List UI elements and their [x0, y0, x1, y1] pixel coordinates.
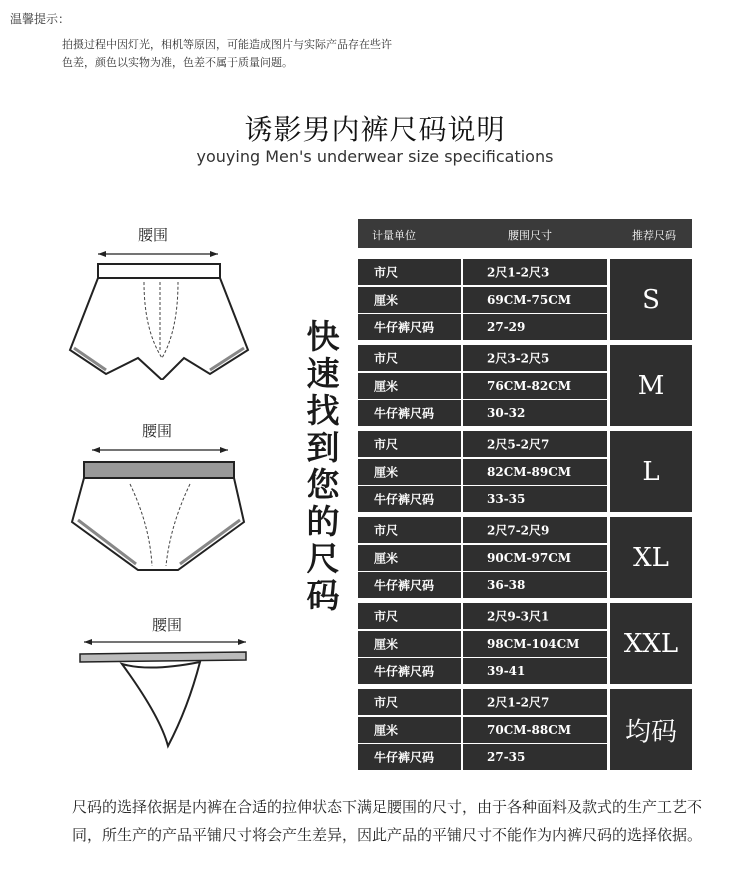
waist-cell: 2尺9-3尺1: [463, 603, 607, 629]
unit-cell: 市尺: [358, 259, 461, 285]
waist-cell: 90CM-97CM: [463, 545, 607, 571]
waist-cell: 2尺5-2尺7: [463, 431, 607, 457]
waist-cell: 98CM-104CM: [463, 631, 607, 657]
unit-cell: 牛仔裤尺码: [358, 314, 461, 340]
unit-cell: 厘米: [358, 287, 461, 313]
unit-cell: 厘米: [358, 459, 461, 485]
waist-label-thong: 腰围: [151, 616, 182, 634]
waist-cell: 70CM-88CM: [463, 717, 607, 743]
waist-cell: 36-38: [463, 572, 607, 598]
unit-cell: 厘米: [358, 631, 461, 657]
unit-cell: 市尺: [358, 517, 461, 543]
unit-cell: 市尺: [358, 431, 461, 457]
table-header: [358, 219, 692, 248]
size-cell: XL: [610, 517, 692, 598]
size-cell: XXL: [610, 603, 692, 684]
unit-cell: 牛仔裤尺码: [358, 572, 461, 598]
boxer-illustration: [60, 240, 260, 380]
waist-label-brief: 腰围: [141, 422, 172, 440]
waist-label-boxer: 腰围: [137, 226, 168, 244]
tip-title: 温馨提示：: [10, 12, 71, 26]
header-size: 推荐尺码: [632, 229, 676, 242]
waist-cell: 69CM-75CM: [463, 287, 607, 313]
unit-cell: 市尺: [358, 689, 461, 715]
size-cell: M: [610, 345, 692, 426]
unit-cell: 厘米: [358, 545, 461, 571]
waist-cell: 82CM-89CM: [463, 459, 607, 485]
vertical-slogan: 快速找到您的尺码: [306, 317, 340, 615]
size-cell: L: [610, 431, 692, 512]
unit-cell: 厘米: [358, 373, 461, 399]
size-cell: 均码: [610, 689, 692, 770]
waist-cell: 27-35: [463, 744, 607, 770]
waist-cell: 30-32: [463, 400, 607, 426]
waist-cell: 2尺7-2尺9: [463, 517, 607, 543]
waist-cell: 2尺1-2尺3: [463, 259, 607, 285]
waist-cell: 33-35: [463, 486, 607, 512]
unit-cell: 牛仔裤尺码: [358, 400, 461, 426]
waist-cell: 2尺1-2尺7: [463, 689, 607, 715]
tip-line-1: 拍摄过程中因灯光，相机等原因，可能造成图片与实际产品存在些许: [62, 38, 392, 51]
tip-line-2: 色差，颜色以实物为准，色差不属于质量问题。: [62, 56, 293, 69]
unit-cell: 市尺: [358, 345, 461, 371]
unit-cell: 牛仔裤尺码: [358, 744, 461, 770]
waist-cell: 76CM-82CM: [463, 373, 607, 399]
unit-cell: 牛仔裤尺码: [358, 658, 461, 684]
size-cell: S: [610, 259, 692, 340]
header-waist: 腰围尺寸: [508, 229, 552, 242]
page-subtitle: youying Men's underwear size specifications: [196, 147, 554, 166]
brief-illustration: [60, 436, 260, 581]
waist-cell: 39-41: [463, 658, 607, 684]
unit-cell: 牛仔裤尺码: [358, 486, 461, 512]
unit-cell: 市尺: [358, 603, 461, 629]
waist-cell: 2尺3-2尺5: [463, 345, 607, 371]
page-title: 诱影男内裤尺码说明: [244, 113, 506, 146]
waist-cell: 27-29: [463, 314, 607, 340]
thong-illustration: [70, 628, 270, 753]
unit-cell: 厘米: [358, 717, 461, 743]
size-note: 尺码的选择依据是内裤在合适的拉伸状态下满足腰围的尺寸，由于各种面料及款式的生产工艺不同，所生产的产品平铺尺寸将会产生差异，因此产品的平铺尺寸不能作为内裤尺码的选择依据。: [72, 798, 703, 844]
header-unit: 计量单位: [372, 229, 416, 242]
